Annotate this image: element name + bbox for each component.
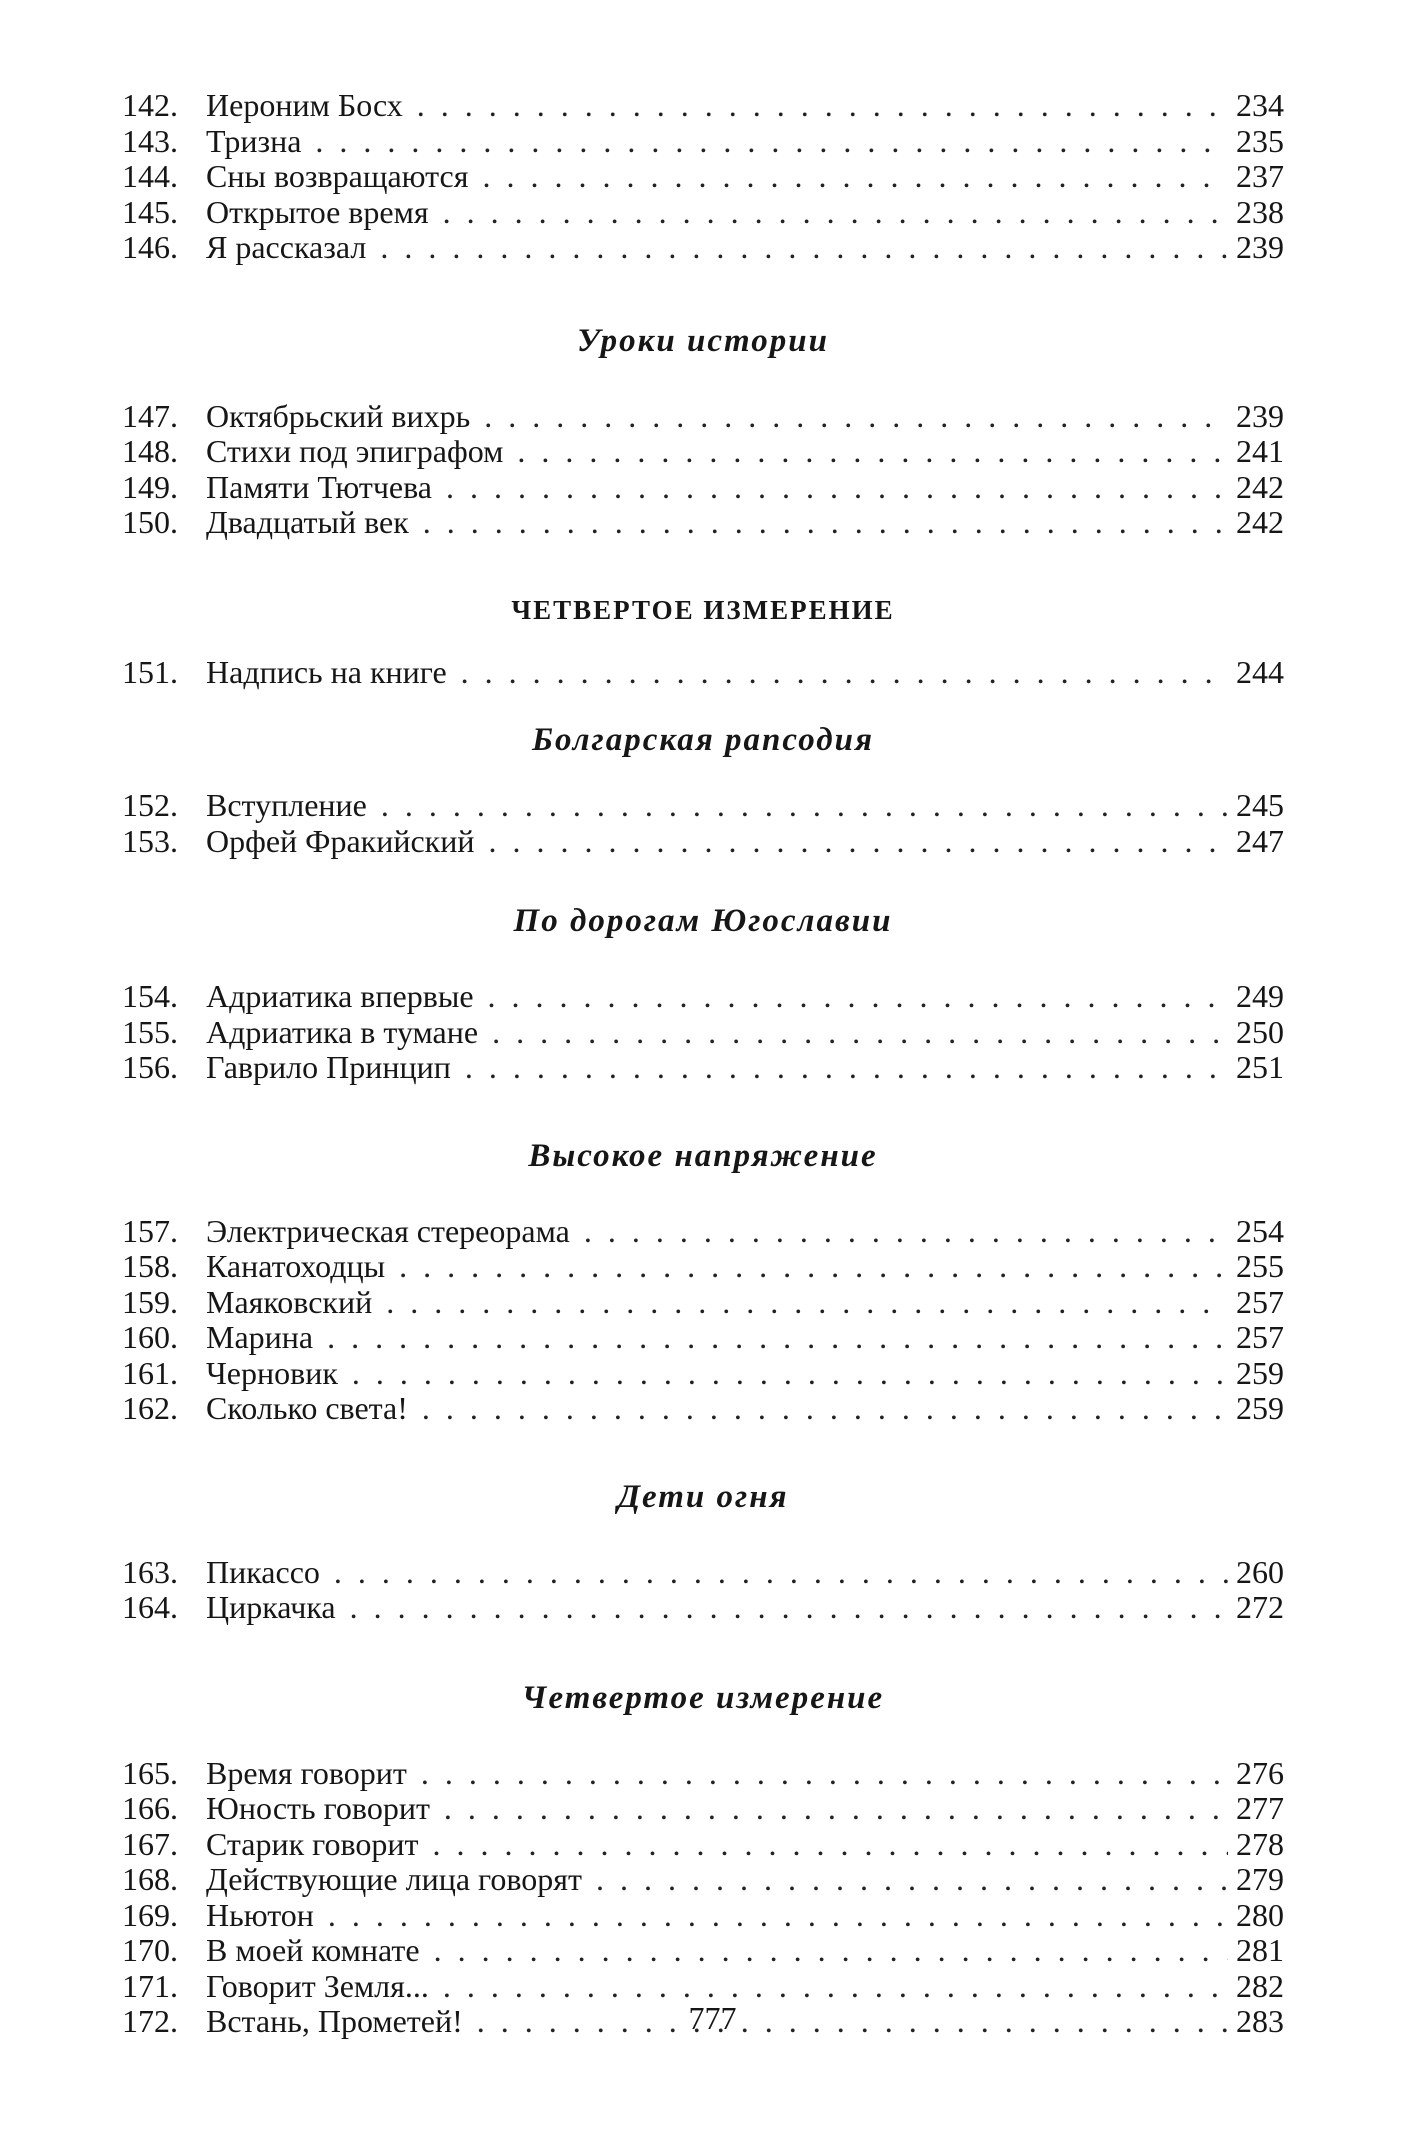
toc-page bbox=[122, 88, 1284, 2040]
entry-page: 259 bbox=[1236, 1390, 1284, 1426]
toc-section-8 bbox=[122, 1678, 1284, 2040]
section-heading: Высокое напряжение bbox=[528, 1137, 878, 1174]
entry-title: Старик говорит bbox=[206, 1825, 419, 1862]
entry-number: 147. bbox=[122, 397, 178, 434]
dot-leader bbox=[314, 1898, 1228, 1934]
dot-leader bbox=[320, 1555, 1228, 1591]
dot-leader bbox=[470, 399, 1228, 435]
toc-entry bbox=[122, 195, 1284, 231]
dot-leader bbox=[385, 1249, 1228, 1285]
toc-section-6 bbox=[122, 1136, 1284, 1427]
toc-entry bbox=[122, 1969, 1284, 2005]
toc-entry bbox=[122, 124, 1284, 160]
entry-title: Сны возвращаются bbox=[206, 158, 469, 194]
entry-number: 171. bbox=[122, 1967, 178, 2004]
entry-number: 162. bbox=[122, 1390, 178, 1426]
toc-list bbox=[122, 88, 1284, 266]
entry-number: 165. bbox=[122, 1754, 178, 1791]
entry-page: 237 bbox=[1236, 158, 1284, 194]
entry-title: Электрическая стереорама bbox=[206, 1212, 570, 1249]
entry-number: 153. bbox=[122, 822, 178, 859]
toc-entry bbox=[122, 788, 1284, 824]
entry-page: 242 bbox=[1236, 468, 1284, 505]
entry-title: Надпись на книге bbox=[206, 653, 447, 690]
entry-page: 282 bbox=[1236, 1967, 1284, 2004]
toc-entry bbox=[122, 1590, 1284, 1626]
dot-leader bbox=[503, 434, 1228, 470]
entry-page: 245 bbox=[1236, 787, 1284, 823]
toc-entry bbox=[122, 1555, 1284, 1591]
entry-title: Сколько света! bbox=[206, 1390, 408, 1426]
toc-entry bbox=[122, 1320, 1284, 1356]
toc-entry bbox=[122, 655, 1284, 691]
section-heading: ЧЕТВЕРТОЕ ИЗМЕРЕНИЕ bbox=[511, 594, 895, 625]
toc-entry bbox=[122, 159, 1284, 195]
entry-number: 163. bbox=[122, 1553, 178, 1590]
entry-number: 159. bbox=[122, 1283, 178, 1320]
page-number: 777 bbox=[688, 2000, 737, 2036]
entry-title: Октябрьский вихрь bbox=[206, 397, 471, 434]
toc-entry bbox=[122, 1249, 1284, 1285]
toc-entry bbox=[122, 230, 1284, 266]
toc-entry bbox=[122, 88, 1284, 124]
toc-list bbox=[122, 1214, 1284, 1427]
entry-title: Адриатика впервые bbox=[206, 978, 474, 1014]
toc-list bbox=[122, 1555, 1284, 1626]
entry-number: 148. bbox=[122, 433, 178, 469]
entry-number: 156. bbox=[122, 1049, 178, 1085]
dot-leader bbox=[409, 505, 1228, 541]
toc-list bbox=[122, 788, 1284, 859]
entry-title: Адриатика в тумане bbox=[206, 1013, 479, 1050]
toc-list bbox=[122, 1756, 1284, 2040]
entry-title: Вступление bbox=[206, 787, 367, 823]
toc-entry bbox=[122, 1898, 1284, 1934]
entry-number: 146. bbox=[122, 229, 178, 265]
entry-page: 235 bbox=[1236, 122, 1284, 159]
dot-leader bbox=[367, 788, 1228, 824]
section-heading: По дорогам Югославии bbox=[513, 903, 893, 939]
dot-leader bbox=[403, 88, 1228, 124]
entry-title: Двадцатый век bbox=[206, 504, 409, 540]
entry-number: 158. bbox=[122, 1248, 178, 1284]
entry-title: Иероним Босх bbox=[206, 87, 403, 123]
dot-leader bbox=[429, 195, 1228, 231]
toc-entry bbox=[122, 1756, 1284, 1792]
entry-number: 168. bbox=[122, 1861, 178, 1897]
entry-number: 144. bbox=[122, 158, 178, 194]
entry-number: 149. bbox=[122, 468, 178, 505]
entry-page: 251 bbox=[1236, 1049, 1284, 1085]
toc-entry bbox=[122, 505, 1284, 541]
entry-number: 170. bbox=[122, 1932, 178, 1968]
entry-title: Действующие лица говорят bbox=[206, 1861, 582, 1897]
toc-entry bbox=[122, 1015, 1284, 1051]
entry-title: Стихи под эпиграфом bbox=[206, 433, 504, 469]
dot-leader bbox=[582, 1862, 1228, 1898]
entry-number: 161. bbox=[122, 1354, 178, 1391]
entry-page: 283 bbox=[1236, 2003, 1284, 2039]
dot-leader bbox=[570, 1214, 1228, 1250]
section-heading: Уроки истории bbox=[577, 322, 829, 359]
entry-title: Пикассо bbox=[206, 1553, 320, 1590]
dot-leader bbox=[420, 1933, 1228, 1969]
toc-entry bbox=[122, 1214, 1284, 1250]
entry-page: 281 bbox=[1236, 1932, 1284, 1968]
entry-page: 249 bbox=[1236, 978, 1284, 1014]
entry-number: 160. bbox=[122, 1319, 178, 1355]
entry-number: 167. bbox=[122, 1825, 178, 1862]
section-heading: Болгарская рапсодия bbox=[531, 722, 875, 758]
dot-leader bbox=[338, 1356, 1228, 1392]
entry-page: 239 bbox=[1236, 229, 1284, 265]
toc-entry bbox=[122, 824, 1284, 860]
entry-title: Гаврило Принцип bbox=[206, 1049, 451, 1085]
toc-entry bbox=[122, 1285, 1284, 1321]
toc-entry bbox=[122, 399, 1284, 435]
toc-entry bbox=[122, 1050, 1284, 1086]
toc-section-4 bbox=[122, 720, 1284, 859]
dot-leader bbox=[474, 979, 1228, 1015]
entry-page: 238 bbox=[1236, 193, 1284, 230]
entry-page: 244 bbox=[1236, 653, 1284, 690]
entry-page: 276 bbox=[1236, 1754, 1284, 1791]
toc-section-7 bbox=[122, 1477, 1284, 1626]
entry-title: Орфей Фракийский bbox=[206, 822, 475, 859]
toc-entry bbox=[122, 979, 1284, 1015]
entry-page: 254 bbox=[1236, 1212, 1284, 1249]
entry-title: Ньютон bbox=[206, 1896, 314, 1933]
entry-number: 166. bbox=[122, 1790, 178, 1826]
entry-title: Время говорит bbox=[206, 1754, 407, 1791]
entry-page: 247 bbox=[1236, 822, 1284, 859]
dot-leader bbox=[301, 124, 1228, 160]
entry-title: Марина bbox=[206, 1319, 314, 1355]
entry-page: 242 bbox=[1236, 504, 1284, 540]
entry-page: 234 bbox=[1236, 87, 1284, 123]
dot-leader bbox=[478, 1015, 1228, 1051]
toc-section-3 bbox=[122, 593, 1284, 691]
entry-page: 279 bbox=[1236, 1861, 1284, 1897]
entry-number: 152. bbox=[122, 787, 178, 823]
entry-page: 260 bbox=[1236, 1553, 1284, 1590]
entry-title: Встань, Прометей! bbox=[206, 2003, 463, 2039]
dot-leader bbox=[313, 1320, 1228, 1356]
toc-section-1 bbox=[122, 88, 1284, 266]
entry-title: Юность говорит bbox=[206, 1790, 430, 1826]
toc-entry bbox=[122, 434, 1284, 470]
entry-title: Тризна bbox=[206, 122, 302, 159]
entry-title: Открытое время bbox=[206, 193, 429, 230]
dot-leader bbox=[430, 1791, 1228, 1827]
toc-entry bbox=[122, 1791, 1284, 1827]
dot-leader bbox=[429, 1969, 1228, 2005]
dot-leader bbox=[468, 159, 1228, 195]
entry-page: 278 bbox=[1236, 1825, 1284, 1862]
dot-leader bbox=[372, 1285, 1228, 1321]
entry-number: 145. bbox=[122, 193, 178, 230]
entry-title: Канатоходцы bbox=[206, 1248, 386, 1284]
entry-page: 277 bbox=[1236, 1790, 1284, 1826]
entry-page: 257 bbox=[1236, 1319, 1284, 1355]
toc-entry bbox=[122, 470, 1284, 506]
entry-number: 169. bbox=[122, 1896, 178, 1933]
entry-number: 142. bbox=[122, 87, 178, 123]
toc-entry bbox=[122, 1391, 1284, 1427]
entry-page: 241 bbox=[1236, 433, 1284, 469]
entry-title: Маяковский bbox=[206, 1283, 373, 1320]
dot-leader bbox=[408, 1391, 1228, 1427]
section-heading: Дети огня bbox=[617, 1478, 789, 1515]
toc-section-5 bbox=[122, 901, 1284, 1086]
dot-leader bbox=[336, 1590, 1228, 1626]
entry-number: 164. bbox=[122, 1589, 178, 1625]
dot-leader bbox=[474, 824, 1228, 860]
entry-number: 154. bbox=[122, 978, 178, 1014]
toc-section-2 bbox=[122, 321, 1284, 541]
entry-page: 250 bbox=[1236, 1013, 1284, 1050]
entry-title: Памяти Тютчева bbox=[206, 468, 432, 505]
dot-leader bbox=[366, 230, 1228, 266]
section-heading: Четвертое измерение bbox=[521, 1679, 885, 1716]
entry-page: 257 bbox=[1236, 1283, 1284, 1320]
dot-leader bbox=[451, 1050, 1228, 1086]
entry-title: Черновик bbox=[206, 1354, 338, 1391]
entry-number: 155. bbox=[122, 1013, 178, 1050]
dot-leader bbox=[447, 655, 1228, 691]
toc-entry bbox=[122, 1933, 1284, 1969]
toc-entry bbox=[122, 1356, 1284, 1392]
dot-leader bbox=[419, 1827, 1229, 1863]
dot-leader bbox=[407, 1756, 1228, 1792]
entry-page: 280 bbox=[1236, 1896, 1284, 1933]
entry-page: 239 bbox=[1236, 397, 1284, 434]
entry-number: 143. bbox=[122, 122, 178, 159]
toc-entry bbox=[122, 1862, 1284, 1898]
toc-list bbox=[122, 979, 1284, 1086]
entry-number: 157. bbox=[122, 1212, 178, 1249]
entry-number: 150. bbox=[122, 504, 178, 540]
dot-leader bbox=[432, 470, 1228, 506]
toc-entry bbox=[122, 1827, 1284, 1863]
entry-title: Я рассказал bbox=[206, 229, 367, 265]
entry-number: 172. bbox=[122, 2003, 178, 2039]
toc-list bbox=[122, 655, 1284, 691]
toc-list bbox=[122, 399, 1284, 541]
entry-page: 255 bbox=[1236, 1248, 1284, 1284]
entry-title: Говорит Земля... bbox=[206, 1967, 429, 2004]
entry-title: В моей комнате bbox=[206, 1932, 420, 1968]
entry-number: 151. bbox=[122, 653, 178, 690]
entry-page: 272 bbox=[1236, 1589, 1284, 1625]
entry-title: Циркачка bbox=[206, 1589, 336, 1625]
entry-page: 259 bbox=[1236, 1354, 1284, 1391]
